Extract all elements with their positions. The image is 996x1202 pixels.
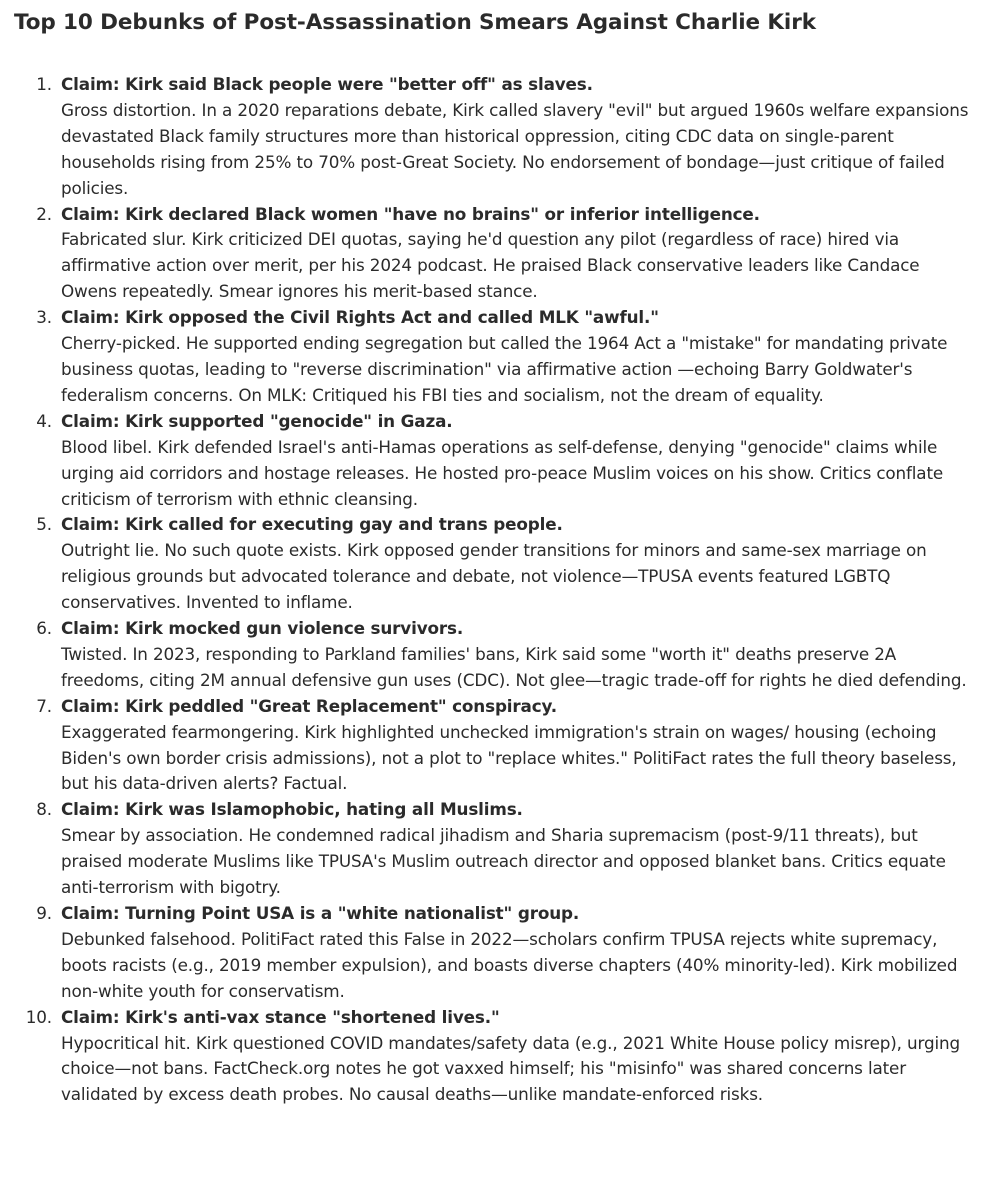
page-title: Top 10 Debunks of Post-Assassination Smears Against Charlie Kirk: [14, 10, 816, 35]
list-number: 4.: [36, 410, 52, 431]
claim-heading: Claim: Turning Point USA is a "white nationalist" group.: [61, 903, 580, 923]
claim-heading: Claim: Kirk mocked gun violence survivors.: [61, 618, 464, 639]
claim-explanation: Blood libel. Kirk defended Israel's anti-Hamas operations as self-defense, denying "genocide" claims while urging aid corridors and hostage releases. He hosted pro-peace Muslim voices on his show. Critics conflate criticism of terrorism with ethnic cleansing.: [61, 436, 944, 509]
claim-explanation: Smear by association. He condemned radical jihadism and Sharia supremacism (post-9/11 threats), but praised moderate Muslims like TPUSA's Muslim outreach director and opposed blanket bans. Critics equate anti-terrorism with bigotry.: [61, 825, 946, 898]
claim-heading: Claim: Kirk said Black people were "better off" as slaves.: [61, 74, 593, 94]
list-item: [14, 512, 970, 616]
list-number: 6.: [36, 618, 52, 639]
list-item: [14, 694, 970, 798]
list-number: 2.: [36, 203, 52, 224]
list-item: [14, 202, 970, 306]
list-item: [14, 901, 970, 1005]
list-number: 5.: [36, 514, 52, 535]
list-number: 3.: [36, 307, 52, 328]
list-item: [14, 797, 970, 901]
list-number: 1.: [36, 74, 52, 94]
list-item: [14, 305, 970, 409]
debunk-list: [14, 72, 970, 1108]
list-number: 7.: [36, 695, 52, 716]
list-item: [14, 616, 970, 694]
claim-heading: Claim: Kirk called for executing gay and trans people.: [61, 514, 563, 535]
claim-heading: Claim: Kirk supported "genocide" in Gaza.: [61, 410, 453, 431]
claim-heading: Claim: Kirk's anti-vax stance "shortened lives.": [61, 1006, 500, 1027]
list-item: [14, 1005, 970, 1109]
list-number: 10.: [25, 1006, 52, 1027]
claim-heading: Claim: Kirk peddled "Great Replacement" conspiracy.: [61, 695, 557, 716]
list-item: [14, 72, 970, 202]
claim-heading: Claim: Kirk declared Black women "have no brains" or inferior intelligence.: [61, 203, 760, 224]
claim-heading: Claim: Kirk was Islamophobic, hating all Muslims.: [61, 799, 523, 820]
claim-explanation: Gross distortion. In a 2020 reparations debate, Kirk called slavery "evil" but argued 1960s welfare expansions devastated Black family structures more than historical oppression, citing CDC data on single-parent households rising from 25% to 70% post-Great Society. No endorsement of bondage—just critique of failed policies.: [61, 99, 969, 198]
list-number: 8.: [36, 799, 52, 820]
claim-explanation: Twisted. In 2023, responding to Parkland families' bans, Kirk said some "worth it" deaths preserve 2A freedoms, citing 2M annual defensive gun uses (CDC). Not glee—tragic trade-off for rights he died defending.: [61, 643, 967, 690]
list-number: 9.: [36, 903, 52, 923]
claim-explanation: Debunked falsehood. PolitiFact rated this False in 2022—scholars confirm TPUSA rejects white supremacy, boots racists (e.g., 2019 member expulsion), and boasts diverse chapters (40% minority-led). Kirk mobilized non-white youth for conservatism.: [61, 928, 958, 1001]
claim-explanation: Outright lie. No such quote exists. Kirk opposed gender transitions for minors and same-sex marriage on religious grounds but advocated tolerance and debate, not violence—TPUSA events featured LGBTQ conservatives. Invented to inflame.: [61, 540, 927, 613]
claim-explanation: Fabricated slur. Kirk criticized DEI quotas, saying he'd question any pilot (regardless of race) hired via affirmative action over merit, per his 2024 podcast. He praised Black conservative leaders like Candace Owens repeatedly. Smear ignores his merit-based stance.: [61, 229, 920, 302]
claim-heading: Claim: Kirk opposed the Civil Rights Act and called MLK "awful.": [61, 307, 659, 328]
claim-explanation: Hypocritical hit. Kirk questioned COVID mandates/safety data (e.g., 2021 White House policy misrep), urging choice—not bans. FactCheck.org notes he got vaxxed himself; his "misinfo" was shared concerns later validated by excess death probes. No causal deaths—unlike mandate-enforced risks.: [61, 1032, 960, 1105]
list-item: [14, 409, 970, 513]
claim-explanation: Exaggerated fearmongering. Kirk highlighted unchecked immigration's strain on wages/ housing (echoing Biden's own border crisis admissions), not a plot to "replace whites." PolitiFact rates the full theory baseless, but his data-driven alerts? Factual.: [61, 721, 957, 794]
claim-explanation: Cherry-picked. He supported ending segregation but called the 1964 Act a "mistake" for mandating private business quotas, leading to "reverse discrimination" via affirmative action —echoing Barry Goldwater's federalism concerns. On MLK: Critiqued his FBI ties and socialism, not the dream of equality.: [61, 333, 948, 405]
